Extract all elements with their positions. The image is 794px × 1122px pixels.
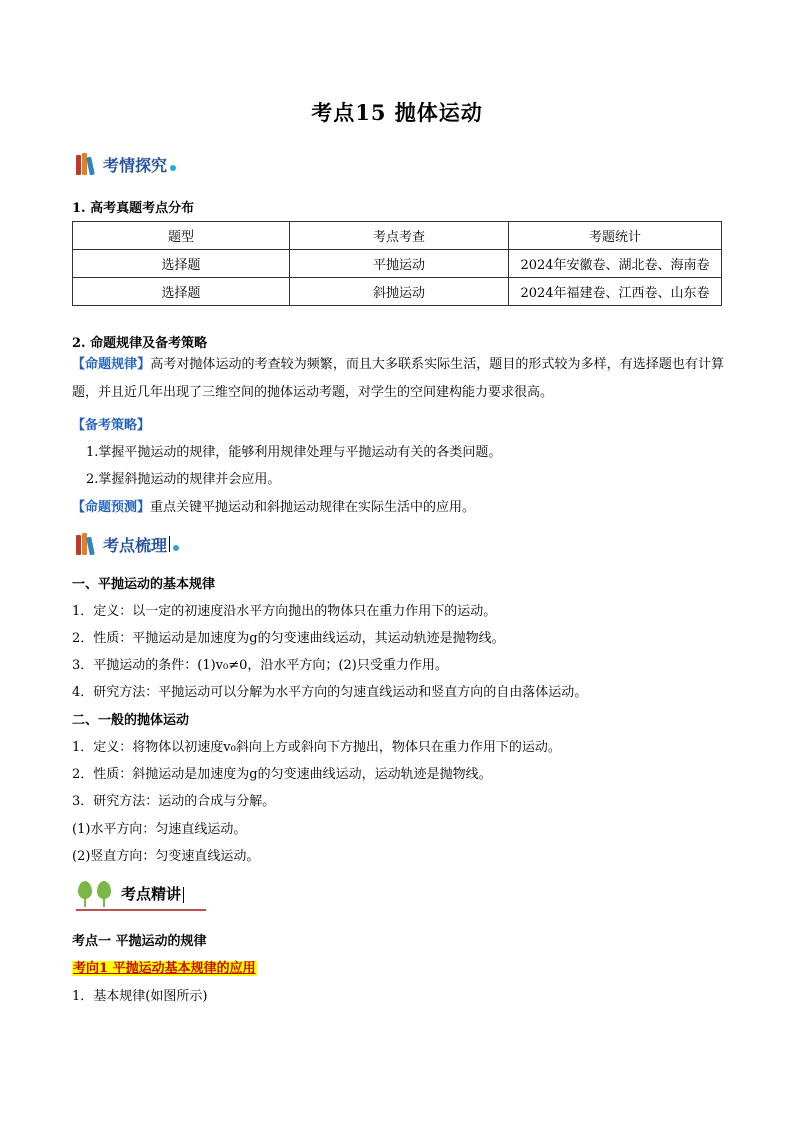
part1-line: 4．研究方法：平抛运动可以分解为水平方向的匀速直线运动和竖直方向的自由落体运动。 [72, 685, 588, 700]
table-row [73, 250, 722, 278]
table-cell: 2024年安徽卷、湖北卷、海南卷 [509, 250, 722, 278]
table-cell: 选择题 [73, 250, 290, 278]
lecture-point: 考点一 平抛运动的规律 [72, 934, 207, 949]
rule-tag: 【命题规律】 [72, 357, 151, 372]
page-title: 考点15 抛体运动 [311, 100, 483, 125]
text-cursor [169, 536, 170, 552]
distribution-table [72, 221, 722, 306]
prep-item: 2.掌握斜抛运动的规律并会应用。 [86, 472, 281, 487]
part2-line: (1)水平方向：匀速直线运动。 [72, 822, 247, 837]
part1-heading: 一、平抛运动的基本规律 [72, 577, 216, 592]
part2-line: 3．研究方法：运动的合成与分解。 [72, 794, 276, 809]
table-cell: 选择题 [73, 278, 290, 306]
banner-underline [76, 909, 206, 911]
table-cell: 斜抛运动 [290, 278, 509, 306]
part1-line: 2．性质：平抛运动是加速度为g的匀变速曲线运动，其运动轨迹是抛物线。 [72, 631, 505, 646]
table-header: 考点考查 [290, 222, 509, 250]
prep-item: 1.掌握平抛运动的规律，能够利用规律处理与平抛运动有关的各类问题。 [86, 445, 502, 460]
part1-line: 1．定义：以一定的初速度沿水平方向抛出的物体只在重力作用下的运动。 [72, 604, 497, 619]
section-title: 考情探究 [103, 155, 168, 175]
predict-line [72, 496, 475, 515]
distribution-heading: 1. 高考真题考点分布 [72, 201, 195, 216]
predict-tag: 【命题预测】 [72, 500, 151, 515]
dot-icon [170, 165, 176, 171]
table-header: 考题统计 [509, 222, 722, 250]
part2-line: 2．性质：斜抛运动是加速度为g的匀变速曲线运动，运动轨迹是抛物线。 [72, 767, 492, 782]
part2-line: 1．定义：将物体以初速度v₀斜向上方或斜向下方抛出，物体只在重力作用下的运动。 [72, 740, 561, 755]
part2-line: (2)竖直方向：匀变速直线运动。 [72, 849, 260, 864]
table-row [73, 278, 722, 306]
predict-text: 重点关键平抛运动和斜抛运动规律在实际生活中的应用。 [150, 500, 476, 515]
part1-line: 3．平抛运动的条件：(1)v₀≠0，沿水平方向；(2)只受重力作用。 [72, 658, 448, 673]
rule-text: 高考对抛体运动的考查较为频繁，而且大多联系实际生活，题目的形式较为多样，有选择题也有计算题，并且近几年出现了三维空间的抛体运动考题，对学生的空间建构能力要求很高。 [72, 357, 724, 400]
rule-paragraph [72, 351, 724, 407]
dot-icon [173, 545, 179, 551]
section-title: 考点梳理 [103, 535, 168, 555]
table-cell: 平抛运动 [290, 250, 509, 278]
part2-heading: 二、一般的抛体运动 [72, 713, 190, 728]
section-banner-lecture [76, 877, 206, 913]
section-banner-exploration [76, 150, 176, 178]
table-cell: 2024年福建卷、江西卷、山东卷 [509, 278, 722, 306]
direction-label [72, 957, 257, 976]
table-header: 题型 [73, 222, 290, 250]
section-title: 考点精讲 [121, 883, 184, 904]
section-banner-review [76, 530, 179, 558]
lecture-item: 1．基本规律(如图所示) [72, 989, 208, 1004]
strategy-heading: 2. 命题规律及备考策略 [72, 336, 208, 351]
books-icon [76, 153, 100, 175]
table-header-row [73, 222, 722, 250]
prep-tag: 【备考策略】 [72, 418, 151, 433]
books-icon [76, 533, 100, 555]
highlight-direction: 考向1 平抛运动基本规律的应用 [73, 961, 256, 976]
